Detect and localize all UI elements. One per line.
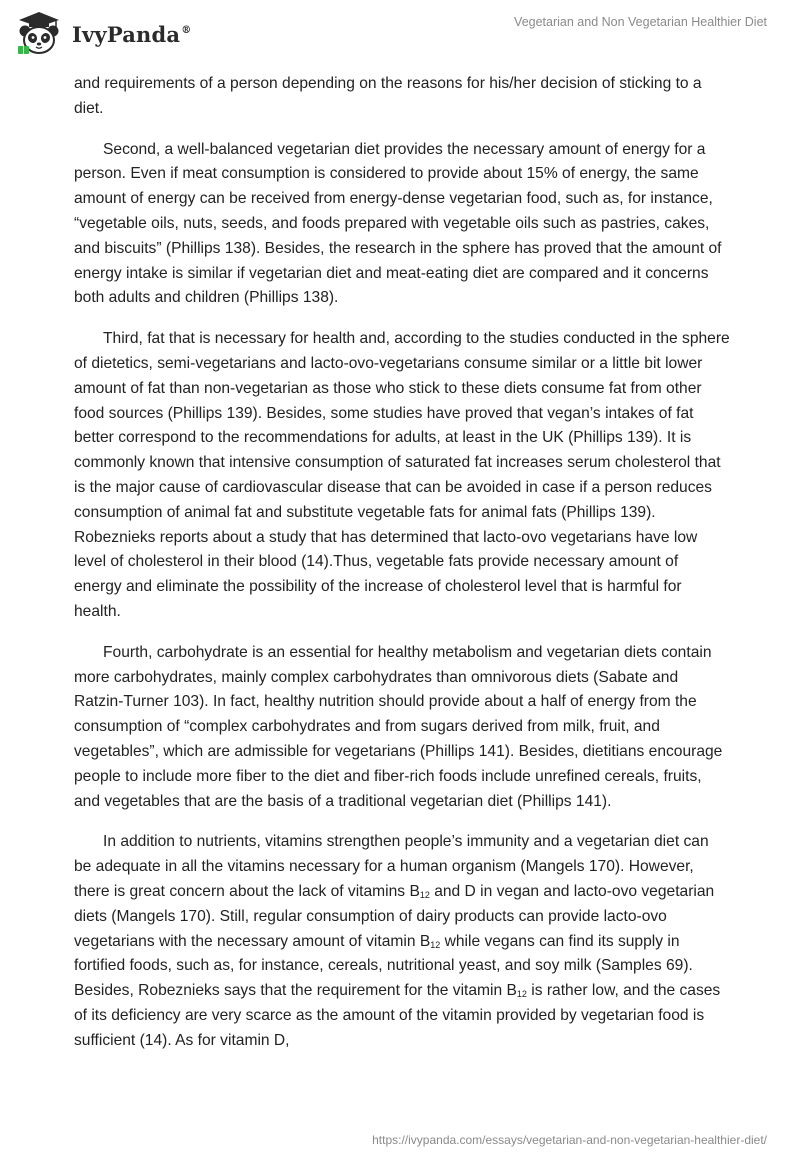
panda-graduate-icon [14, 10, 64, 56]
brand-logo[interactable] [14, 10, 191, 56]
brand-name [72, 22, 191, 47]
subscript-12: 12 [430, 939, 441, 950]
paragraph-vitamins [74, 830, 730, 1053]
subscript-12: 12 [419, 889, 430, 900]
document-title: Vegetarian and Non Vegetarian Healthier Diet [514, 15, 767, 29]
page-header [0, 0, 800, 70]
paragraph-continuation: and requirements of a person depending on the reasons for his/her decision of sticking to a diet. [74, 75, 702, 117]
subscript-12: 12 [516, 989, 527, 1000]
registered-mark: ® [181, 24, 192, 36]
paragraph-carbohydrates: Fourth, carbohydrate is an essential for healthy metabolism and vegetarian diets contain more carbohydrates, mainly complex carbohydrates than omnivorous diets (Sabate and Ratzin-Turner 103). In fact, healthy nutrition should provide about a half of energy from the consumption of “complex carbohydrates and from sugars derived from milk, fruit, and vegetables”, which are admissible for vegetarians (Phillips 141). Besides, dietitians encourage people to include more fiber to the diet and fiber-rich foods include unrefined cereals, fruits, and vegetables that are the basis of a traditional vegetarian diet (Phillips 141). [74, 643, 723, 810]
vitamins-text-3: while vegans can find its supply in fortified foods, such as, for instance, cereals, nutritional yeast, and soy milk (Samples 69). Besides, Robeznieks says that the requirement for the vitamin B [74, 932, 693, 1000]
vitamins-text-4: is rather low, and the cases of its deficiency are very scarce as the amount of the vitamin provided by vegetarian food is sufficient (14). As for vitamin D, [74, 982, 721, 1049]
paragraph-fat: Third, fat that is necessary for health and, according to the studies conducted in the sphere of dietetics, semi-vegetarians and lacto-ovo-vegetarians consume similar or a little bit lower amount of fat than non-vegetarian as those who stick to these diets consume fat from other food sources (Phillips 139). Besides, some studies have proved that vegan’s intakes of fat better correspond to the recommendations for adults, at least in the UK (Phillips 139). It is commonly known that intensive consumption of saturated fat increases serum cholesterol that is the major cause of cardiovascular disease that can be avoided in case if a person reduces consumption of animal fat and substitute vegetable fats for animal fats (Phillips 139). Robeznieks reports about a study that has determined that lacto-ovo vegetarians have low level of cholesterol in their blood (14).Thus, vegetable fats provide necessary amount of energy and eliminate the possibility of the increase of cholesterol level that is harmful for health. [74, 330, 730, 620]
source-url-link[interactable]: https://ivypanda.com/essays/vegetarian-and-non-vegetarian-healthier-diet/ [372, 1133, 767, 1147]
paragraph-energy: Second, a well-balanced vegetarian diet provides the necessary amount of energy for a person. Even if meat consumption is considered to provide about 15% of energy, the same amount of energy can be received from energy-dense vegetarian food, such as, for instance, “vegetable oils, nuts, seeds, and foods prepared with vegetable oils such as pastries, cakes, and biscuits” (Phillips 138). Besides, the research in the sphere has proved that the amount of energy intake is similar if vegetarian diet and meat-eating diet are compared and it concerns both adults and children (Phillips 138). [74, 140, 722, 307]
essay-body [74, 72, 730, 1069]
brand-name-text: IvyPanda [72, 21, 181, 47]
vitamins-text-1: In addition to nutrients, vitamins strengthen people’s immunity and a vegetarian diet can be adequate in all the vitamins necessary for a human organism (Mangels 170). However, there is great concern about the lack of vitamins B [74, 833, 709, 900]
vitamins-text-2: and D in vegan and lacto-ovo vegetarian diets (Mangels 170). Still, regular consumption of dairy products can provide lacto-ovo vegetarians with the necessary amount of vitamin B [74, 882, 715, 950]
